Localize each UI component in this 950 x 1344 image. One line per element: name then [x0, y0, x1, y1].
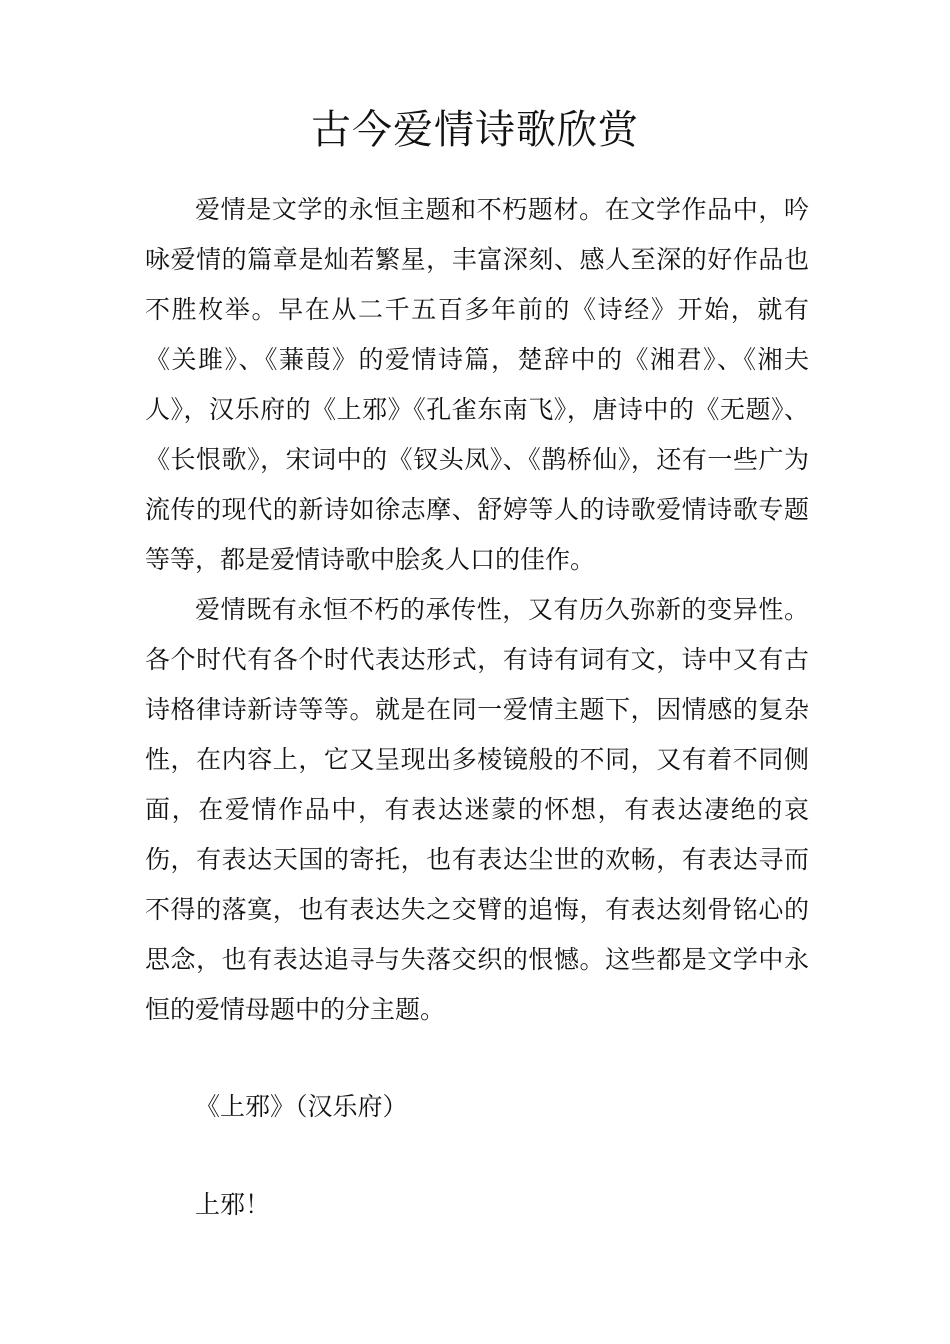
poem-title: 《上邪》（汉乐府） — [195, 1092, 408, 1121]
poem-line: 上邪！ — [195, 1190, 271, 1219]
body-paragraph-2: 爱情既有永恒不朽的承传性，又有历久弥新的变异性。各个时代有各个时代表达形式，有诗有词有文，诗中又有古诗格律诗新诗等等。就是在同一爱情主题下，因情感的复杂性，在内容上，它又呈现出多棱镜般的不同，又有着不同侧面，在爱情作品中，有表达迷蒙的怀想，有表达凄绝的哀伤，有表达天国的寄托，也有表达尘世的欢畅，有表达寻而不得的落寞，也有表达失之交臂的追悔，有表达刻骨铭心的思念，也有表达追寻与失落交织的恨憾。这些都是文学中永恒的爱情母题中的分主题。 — [145, 595, 809, 1024]
document-title: 古今爱情诗歌欣赏 — [311, 107, 639, 153]
body-paragraph-1: 爱情是文学的永恒主题和不朽题材。在文学作品中，吟咏爱情的篇章是灿若繁星，丰富深刻、感人至深的好作品也不胜枚举。早在从二千五百多年前的《诗经》开始，就有《关雎》、《蒹葭》的爱情诗篇，楚辞中的《湘君》、《湘夫人》，汉乐府的《上邪》《孔雀东南飞》，唐诗中的《无题》、《长恨歌》，宋词中的《钗头凤》、《鹊桥仙》，还有一些广为流传的现代的新诗如徐志摩、舒婷等人的诗歌爱情诗歌专题等等，都是爱情诗歌中脍炙人口的佳作。 — [145, 195, 809, 574]
